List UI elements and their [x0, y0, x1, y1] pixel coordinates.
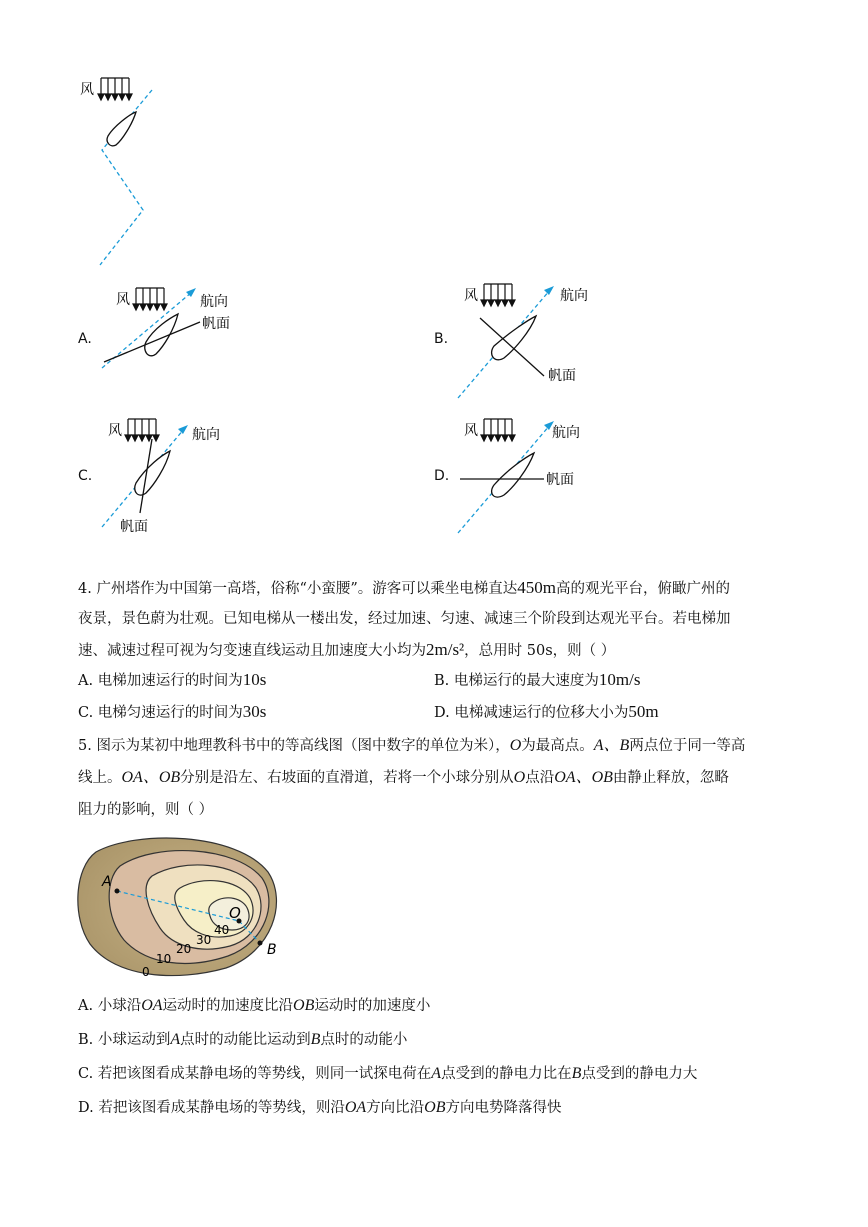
contour-label-40: 40 — [214, 923, 230, 937]
sailboat-option-a — [96, 282, 256, 372]
option-label-d: D. — [434, 468, 450, 484]
q5-option-d[interactable]: D. 若把该图看成某静电场的等势线，则沿OA方向比沿OB方向电势降落得快 — [78, 1099, 562, 1116]
wind-label: 风 — [80, 82, 94, 98]
point-O-label: O — [229, 904, 241, 922]
q4-line1: 4. 广州塔作为中国第一高塔，俗称“小蛮腰”。游客可以乘坐电梯直达450m高的观光平台，俯瞰广州的 — [78, 578, 731, 597]
option-label-a: A. — [78, 331, 92, 347]
contour-label-10: 10 — [156, 952, 172, 966]
wind-arrows — [481, 419, 515, 441]
heading-arrow — [544, 286, 554, 295]
q4-line3: 速、减速过程可视为匀变速直线运动且加速度大小均为2m/s²，总用时 50s，则（ ） — [78, 640, 616, 659]
sailboat-option-c — [96, 415, 256, 540]
heading-label: 航向 — [560, 288, 588, 304]
wind-arrows — [133, 288, 167, 310]
q5-line1: 5. 图示为某初中地理教科书中的等高线图（图中数字的单位为米），O为最高点。A、B两点位于同一等高 — [78, 737, 746, 754]
point-B-dot — [258, 941, 263, 946]
sail-label: 帆面 — [202, 316, 230, 332]
q4-line2: 夜景，景色蔚为壮观。已知电梯从一楼出发，经过加速、匀速、减速三个阶段到达观光平台。若电梯加 — [78, 611, 731, 627]
boat-shape — [145, 314, 178, 356]
sail-label: 帆面 — [548, 368, 576, 384]
boat-shape — [107, 112, 136, 146]
wind-label: 风 — [464, 288, 478, 304]
heading-arrow — [178, 425, 188, 434]
option-label-b: B. — [434, 331, 449, 347]
q5-line3: 阻力的影响，则（ ） — [78, 802, 214, 818]
point-A-dot — [115, 889, 120, 894]
q5-line2: 线上。OA、OB分别是沿左、右坡面的直滑道，若将一个小球分别从O点沿OA、OB由静止释放，忽略 — [78, 769, 729, 786]
sail-line — [480, 318, 544, 376]
sailboat-option-b — [452, 280, 612, 400]
wind-label: 风 — [464, 423, 478, 439]
wind-arrows — [481, 284, 515, 306]
contour-label-0: 0 — [142, 965, 150, 979]
contour-label-30: 30 — [196, 933, 212, 947]
boat-shape — [492, 453, 534, 497]
q5-option-a[interactable]: A. 小球沿OA运动时的加速度比沿OB运动时的加速度小 — [78, 997, 431, 1014]
heading-label: 航向 — [552, 425, 580, 441]
point-A-label: A — [102, 874, 112, 890]
sail-label: 帆面 — [546, 472, 574, 488]
point-B-label: B — [267, 942, 277, 958]
q5-option-b[interactable]: B. 小球运动到A点时的动能比运动到B点时的动能小 — [78, 1031, 408, 1048]
heading-label: 航向 — [200, 294, 228, 310]
contour-label-20: 20 — [176, 942, 192, 956]
boat-shape — [492, 316, 536, 360]
heading-label: 航向 — [192, 427, 220, 443]
wind-label: 风 — [108, 423, 122, 439]
sailboat-option-d — [452, 415, 612, 540]
contour-map — [76, 832, 286, 982]
option-label-c: C. — [78, 468, 93, 484]
wind-label: 风 — [116, 292, 130, 308]
q5-option-c[interactable]: C. 若把该图看成某静电场的等势线，则同一试探电荷在A点受到的静电力比在B点受到的静电力大 — [78, 1065, 698, 1082]
wind-arrows — [98, 78, 132, 100]
q4-option-b[interactable]: B. 电梯运行的最大速度为10m/s — [434, 670, 641, 689]
q4-option-a[interactable]: A. 电梯加速运行的时间为10s — [78, 670, 267, 689]
sail-label: 帆面 — [120, 519, 148, 535]
wind-arrows — [125, 419, 159, 441]
q4-option-c[interactable]: C. 电梯匀速运行的时间为30s — [78, 702, 267, 721]
boat-shape — [135, 451, 170, 495]
sailboat-diagram-main — [70, 70, 170, 270]
zigzag-course — [100, 90, 152, 265]
q4-option-d[interactable]: D. 电梯减速运行的位移大小为50m — [434, 702, 659, 721]
